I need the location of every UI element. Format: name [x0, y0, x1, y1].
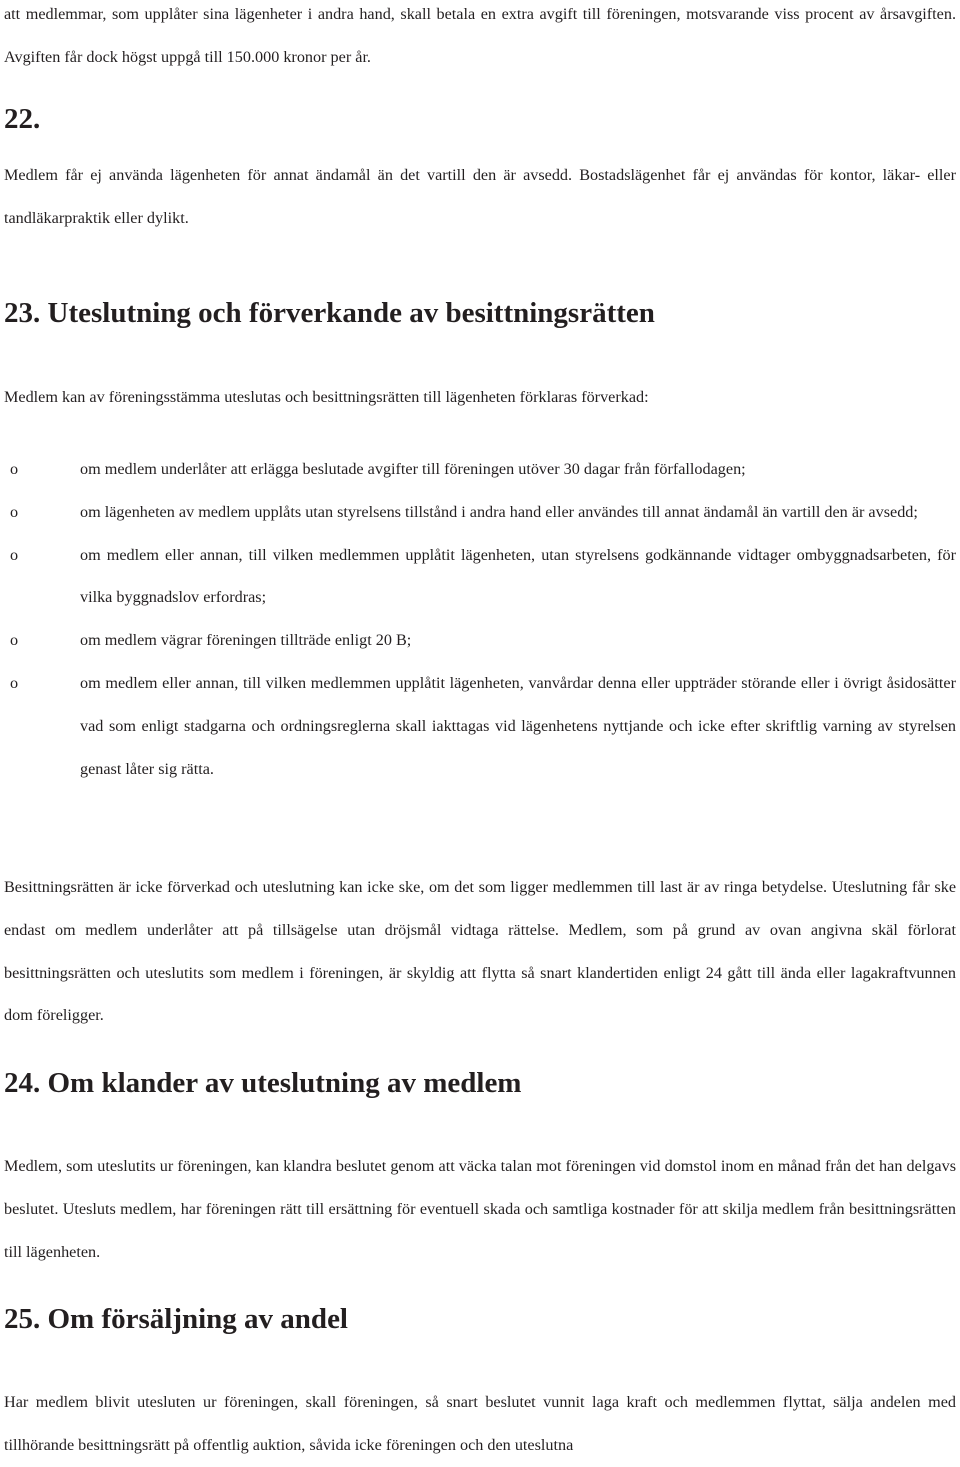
list-bullet: o — [10, 631, 19, 650]
list-bullet: o — [10, 545, 19, 564]
paragraph-23-intro: Medlem kan av föreningsstämma uteslutas och besittningsrätten till lägenheten förklaras förverkad: — [4, 388, 649, 406]
list-item-text: om lägenheten av medlem upplåts utan styrelsens tillstånd i andra hand eller användes till annat ändamål än vartill den är avsedd; — [80, 502, 918, 521]
section-heading-22: 22. — [4, 103, 41, 135]
list-bullet: o — [10, 502, 19, 521]
section-heading-25: 25. Om försäljning av andel — [4, 1303, 348, 1335]
paragraph-24: Medlem, som uteslutits ur föreningen, kan klandra beslutet genom att väcka talan mot föreningen vid domstol inom en månad från det han delgavs beslutet. Utesluts medlem, har föreningen rätt till ersättning för eventuell skada och samtliga kostnader för att skilja medlem från besittningsrätten till lägenheten. — [4, 1157, 956, 1261]
section-heading-23: 23. Uteslutning och förverkande av besittningsrätten — [4, 297, 655, 329]
list-item-text: om medlem underlåter att erlägga beslutade avgifter till föreningen utöver 30 dagar från förfallodagen; — [80, 460, 746, 478]
list-bullet: o — [10, 460, 19, 478]
list-item-text: om medlem eller annan, till vilken medlemmen upplåtit lägenheten, vanvårdar denna eller uppträder störande eller i övrigt åsidosätter vad som enligt stadgarna och ordningsreglerna skall iakttagas vid lägenhetens nyttjande och icke efter skriftlig varning av styrelsen genast låter sig rätta. — [80, 673, 956, 778]
list-item-text: om medlem eller annan, till vilken medlemmen upplåtit lägenheten, utan styrelsens godkännande vidtager ombyggnadsarbeten, för vilka byggnadslov erfordras; — [80, 545, 956, 607]
section-heading-24: 24. Om klander av uteslutning av medlem — [4, 1067, 522, 1099]
list-item-text: om medlem vägrar föreningen tillträde enligt 20 B; — [80, 631, 412, 650]
list-forverkande-grunder — [0, 448, 960, 790]
list-item — [0, 491, 960, 534]
paragraph-23-after: Besittningsrätten är icke förverkad och uteslutning kan icke ske, om det som ligger medlemmen till last är av ringa betydelse. Uteslutning får ske endast om medlem underlåter att på tillsägelse utan dröjsmål vidtaga rättelse. Medlem, som på grund av ovan angivna skäl förlorat besittningsrätten och uteslutits som medlem i föreningen, är skyldig att flytta så snart klandertiden enligt 24 gått till ända eller lagakraftvunnen dom föreligger. — [4, 878, 956, 1025]
paragraph-25: Har medlem blivit utesluten ur föreningen, skall föreningen, så snart beslutet vunnit laga kraft och medlemmen flyttat, sälja andelen med tillhörande besittningsrätt på offentlig auktion, såvida icke föreningen och den uteslutna — [4, 1393, 956, 1454]
list-item — [0, 619, 960, 662]
list-item — [0, 448, 960, 491]
list-item — [0, 534, 960, 620]
list-bullet: o — [10, 673, 19, 692]
paragraph-22: Medlem får ej använda lägenheten för annat ändamål än det vartill den är avsedd. Bostadslägenhet får ej användas för kontor, läkar- eller tandläkarpraktik eller dylikt. — [4, 166, 956, 227]
paragraph-avgift-andrahand: att medlemmar, som upplåter sina lägenheter i andra hand, skall betala en extra avgift till föreningen, motsvarande viss procent av årsavgiften. Avgiften får dock högst uppgå till 150.000 kronor per år. — [4, 5, 956, 66]
list-item — [0, 662, 960, 790]
